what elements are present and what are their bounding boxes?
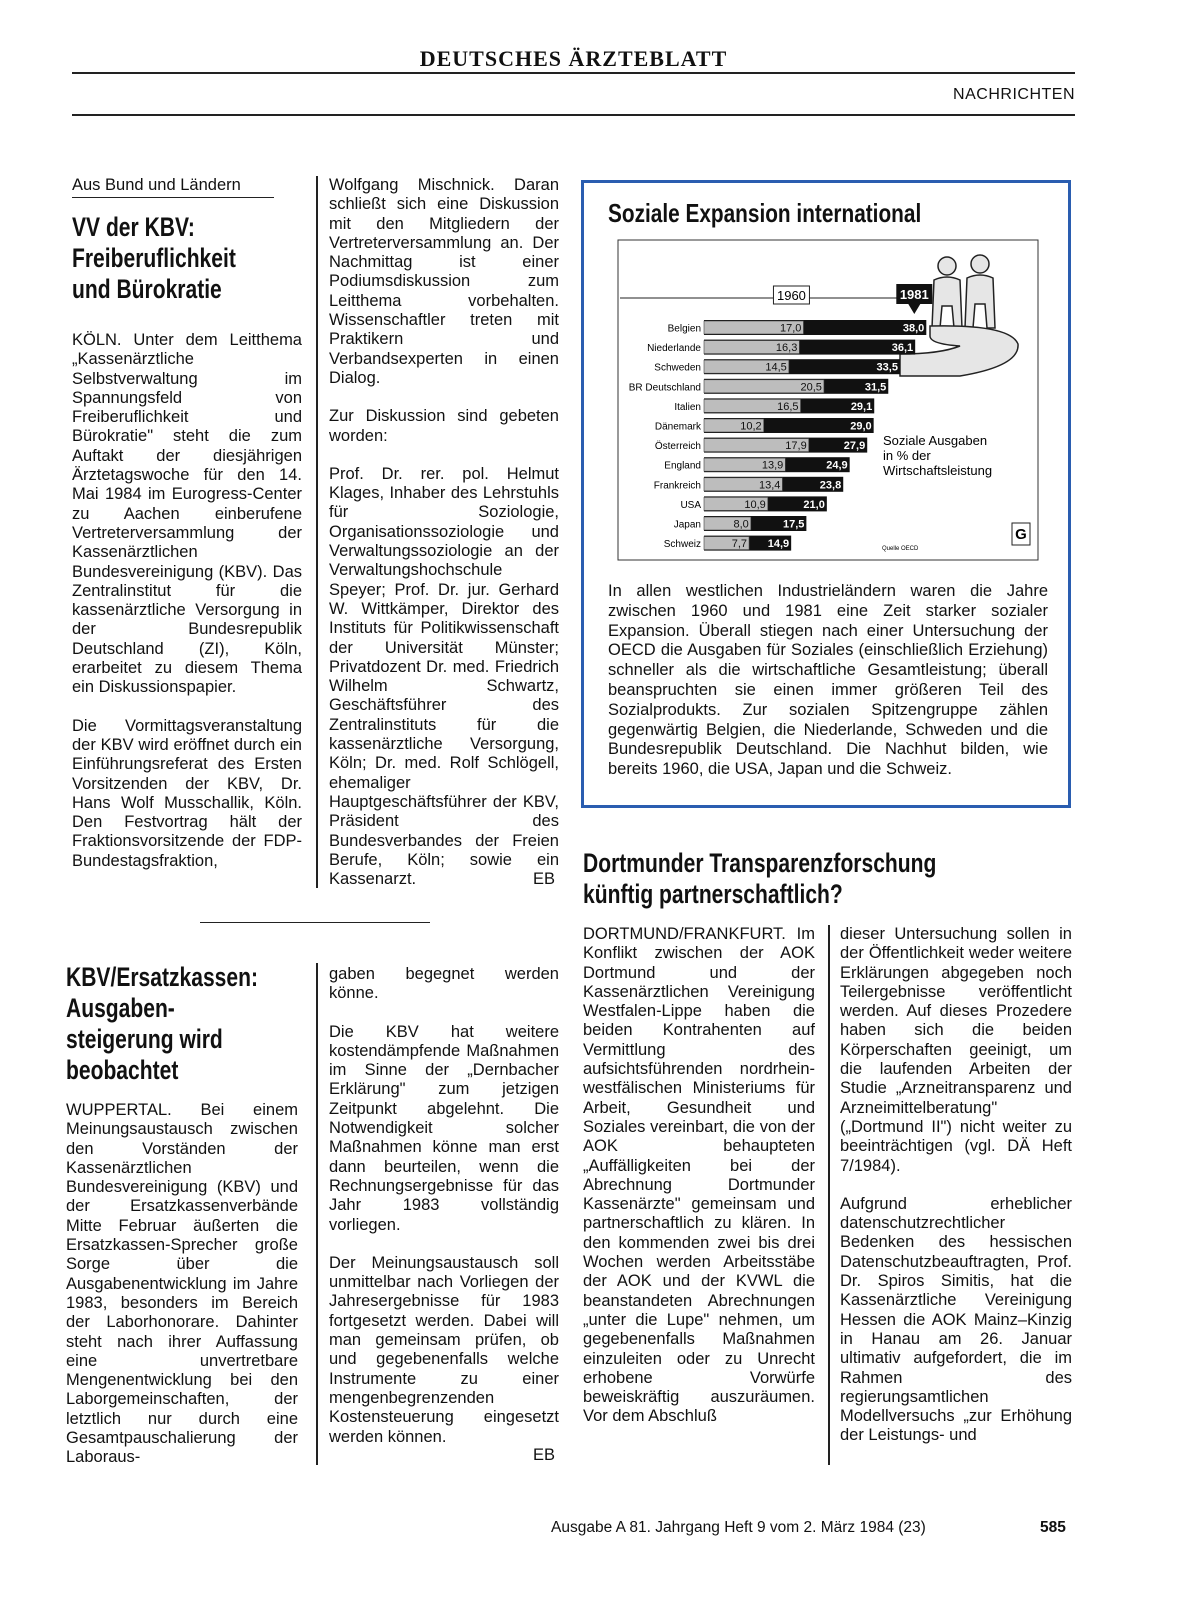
article2-signature: EB: [533, 1446, 556, 1464]
article2-column-2: [329, 965, 559, 1447]
article3-column-2: [840, 925, 1072, 1446]
column-rule: [316, 176, 318, 888]
category-label: Dänemark: [654, 421, 701, 433]
paragraph: KÖLN. Unter dem Leitthema „Kassenärztliche Selbstverwaltung im Spannungsfeld von Freiberuflichkeit und Bürokratie" steht die zum Auftakt der diesjährigen Ärztetagswoche für den 14. Mai 1984 im Eurogress-Center zu Aachen einberufene Vertreterversammlung der Kassenärztlichen Bundesvereinigung (KBV). Das Zentralinstitut für die kassenärztliche Versorgung in der Bundesrepublik Deutschland (ZI), Köln, erarbeitet zu diesem Thema ein Diskussionspapier.: [72, 331, 302, 697]
category-label: Schweiz: [663, 539, 701, 551]
column-rule: [316, 963, 318, 1465]
paragraph: Prof. Dr. rer. pol. Helmut Klages, Inhaber des Lehrstuhls für Soziologie, Organisationssoziologie und Verwaltungssoziologie an der Verwaltungshochschule Speyer; Prof. Dr. jur. Gerhard W. Wittkämper, Direktor des Instituts für Politikwissenschaft der Universität Münster; Privatdozent Dr. med. Friedrich Wilhelm Schwartz, Geschäftsführer des Zentralinstituts für die kassenärztliche Versorgung, Köln; Dr. med. Rolf Schlögell, ehemaliger Hauptgeschäftsführer der KBV, Präsident des Bundesverbandes der Freien Berufe, Köln; sowie ein Kassenarzt.: [329, 464, 559, 889]
article2-headline: [66, 962, 323, 1086]
people-illustration: [900, 255, 1018, 376]
category-label: Frankreich: [653, 480, 701, 492]
chart-caption: In allen westlichen Industrieländern waren die Jahre zwischen 1960 und 1981 eine Zeit starker sozialer Expansion. Überall stiegen nach einer Untersuchung der OECD die Ausgaben für Soziales (einschließlich Erziehung) schneller als die wirtschaftliche Gesamtleistung; überall beanspruchten sie einen immer größeren Teil des Sozialprodukts. Zur sozialen Spitzengruppe zählen gegenwärtig Belgien, die Niederlande, Schweden und die Bundesrepublik Deutschland. Die Nachhut bilden, wie bereits 1960, die USA, Japan und die Schweiz.: [608, 582, 1048, 779]
category-label: Japan: [673, 519, 701, 531]
svg-text:G: G: [1015, 526, 1027, 543]
headline-line: steigerung wird: [66, 1024, 223, 1054]
category-label: Österreich: [654, 441, 701, 453]
headline-line: und Bürokratie: [72, 274, 222, 304]
value-label-1981: 33,5: [876, 361, 898, 374]
article1-column-2: [329, 176, 559, 889]
chart-bars: [629, 320, 927, 551]
article1-headline: [72, 212, 329, 305]
category-label: USA: [680, 499, 701, 511]
rubric-underline: [72, 197, 274, 198]
masthead-rule: [72, 72, 1075, 74]
category-label: Schweden: [654, 362, 701, 374]
value-label-1960: 13,4: [758, 479, 781, 492]
headline-line: künftig partnerschaftlich?: [583, 879, 843, 909]
chart-annotation: [883, 433, 992, 478]
value-label-1981: 27,9: [843, 440, 866, 453]
value-label-1981: 38,0: [902, 322, 925, 335]
section-label: NACHRICHTEN: [953, 86, 1075, 103]
bar-chart: [600, 236, 1046, 566]
headline-line: Ausgaben-: [66, 993, 175, 1023]
paragraph: Der Meinungsaustausch soll unmittelbar nach Vorliegen der Jahresergebnisse für 1983 fortgesetzt werden. Dabei will man gemeinsam prüfen, ob und gegebenenfalls welche Instrumente zu einer mengenbegrenzenden Kostensteuerung eingesetzt werden können.: [329, 1253, 559, 1446]
value-label-1960: 7,7: [731, 538, 748, 551]
value-label-1981: 21,0: [803, 498, 825, 511]
value-label-1960: 20,5: [800, 381, 822, 394]
value-label-1981: 24,9: [826, 459, 848, 472]
chart-title: Soziale Expansion international: [608, 198, 922, 228]
value-label-1960: 16,3: [775, 342, 798, 355]
article3-headline: [583, 848, 1020, 910]
article2-column-1: [66, 1101, 298, 1468]
column-rule: [828, 925, 830, 1465]
value-label-1960: 17,9: [785, 440, 807, 453]
value-label-1960: 17,0: [780, 322, 802, 335]
value-label-1981: 23,8: [819, 479, 842, 492]
paragraph: Die Vormittagsveranstaltung der KBV wird eröffnet durch ein Einführungsreferat des Ersten Vorsitzenden der KBV, Dr. Hans Wolf Musschallik, Köln. Den Festvortrag hält der Fraktionsvorsitzende der FDP-Bundestagsfraktion,: [72, 716, 302, 870]
article1-column-1: [72, 331, 302, 890]
article3-column-1: [583, 925, 815, 1427]
category-label: Italien: [674, 401, 701, 413]
paragraph: gaben begegnet werden könne.: [329, 965, 559, 1003]
paragraph: Aufgrund erheblicher datenschutzrechtlicher Bedenken des hessischen Datenschutzbeauftragten, Prof. Dr. Spiros Simitis, hat die Kassenärztliche Vereinigung Hessen die AOK Mainz–Kinzig in Hanau am 26. Januar ultimativ aufgefordert, die im Rahmen des regierungsamtlichen Modellversuchs „zur Erhöhung der Leistungs- und: [840, 1194, 1072, 1445]
annotation-line: in % der: [883, 448, 931, 463]
headline-line: Freiberuflichkeit: [72, 243, 236, 273]
value-label-1960: 8,0: [733, 518, 749, 531]
paragraph: DORTMUND/FRANKFURT. Im Konflikt zwischen der AOK Dortmund und der Kassenärztlichen Vereinigung Westfalen-Lippe haben die beiden Kontrahenten auf Vermittlung des aufsichtsführenden nordrhein-westfälischen Ministeriums für Arbeit, Gesundheit und Soziales vereinbart, die von der AOK behaupteten „Auffälligkeiten bei der Abrechnung Dortmunder Kassenärzte" gemeinsam und partnerschaftlich zu klären. In den kommenden zwei bis drei Wochen werden Arbeitsstäbe der AOK und der KVWL die beanstandeten Abrechnungen „unter die Lupe" nehmen, um gegebenenfalls Maßnahmen einzuleiten oder zu Unrecht erhobene Vorwürfe beweiskräftig auszuräumen. Vor dem Abschluß: [583, 925, 815, 1426]
value-label-1960: 14,5: [765, 361, 787, 374]
paragraph: dieser Untersuchung sollen in der Öffentlichkeit weder weitere Erklärungen abgegeben noch Teilergebnisse veröffentlicht werden. Auf dieses Prozedere haben sich die beiden Körperschaften geeinigt, um die laufenden Arbeiten der Studie „Arzneitransparenz und Arzneimittelberatung" („Dortmund II") nicht weiter zu beeinträchtigen (vgl. DÄ Heft 7/1984).: [840, 925, 1072, 1175]
category-label: England: [664, 460, 701, 472]
category-label: Niederlande: [647, 343, 701, 355]
paragraph: Zur Diskussion sind gebeten worden:: [329, 407, 559, 445]
value-label-1981: 36,1: [891, 342, 914, 355]
chart-legend: [773, 284, 932, 314]
value-label-1960: 13,9: [761, 459, 784, 472]
value-label-1981: 14,9: [767, 538, 790, 551]
value-label-1960: 10,9: [744, 498, 766, 511]
value-label-1981: 17,5: [782, 518, 805, 531]
headline-line: VV der KBV:: [72, 212, 195, 242]
masthead: DEUTSCHES ÄRZTEBLATT: [419, 46, 728, 71]
value-label-1981: 29,1: [850, 400, 873, 413]
value-label-1981: 29,0: [850, 420, 872, 433]
separator-rule: [200, 922, 430, 923]
paragraph: Wolfgang Mischnick. Daran schließt sich eine Diskussion mit den Mitgliedern der Vertreterversammlung an. Der Nachmittag ist einer Podiumsdiskussion zum Leitthema vorbehalten. Wissenschaftler treten mit Praktikern und Verbandsexperten in einen Dialog.: [329, 176, 559, 387]
chart-source: Quelle OECD: [882, 546, 919, 552]
annotation-line: Wirtschaftsleistung: [883, 463, 993, 478]
category-label: BR Deutschland: [628, 382, 701, 394]
paragraph: Die KBV hat weitere kostendämpfende Maßnahmen im Sinne der „Dernbacher Erklärung" zum jetzigen Zeitpunkt abgelehnt. Die Notwendigkeit solcher Maßnahmen könne man erst dann beurteilen, wenn die Rechnungsergebnisse für das Jahr 1983 vollständig vorliegen.: [329, 1022, 559, 1234]
headline-line: KBV/Ersatzkassen:: [66, 962, 258, 992]
category-label: Belgien: [667, 323, 701, 335]
page-number: 585: [1040, 1519, 1066, 1536]
rubric-text: Aus Bund und Ländern: [72, 176, 241, 194]
article1-signature: EB: [533, 870, 556, 888]
legend-label-1960: 1960: [776, 288, 806, 303]
headline-line: Dortmunder Transparenzforschung: [583, 848, 937, 878]
value-label-1960: 10,2: [740, 420, 762, 433]
value-label-1960: 16,5: [777, 400, 799, 413]
annotation-line: Soziale Ausgaben: [883, 433, 988, 448]
issue-info: Ausgabe A 81. Jahrgang Heft 9 vom 2. März 1984 (23): [551, 1519, 926, 1536]
publisher-logo: [1012, 523, 1030, 545]
rubric: [72, 176, 241, 195]
headline-line: beobachtet: [66, 1055, 179, 1085]
paragraph: WUPPERTAL. Bei einem Meinungsaustausch zwischen den Vorständen der Kassenärztlichen Bundesvereinigung (KBV) und der Ersatzkassenverbände Mitte Februar äußerten die Ersatzkassen-Sprecher große Sorge über die Ausgabenentwicklung im Jahre 1983, besonders im Bereich der Laborhonorare. Dahinter steht nach ihrer Auffassung eine unvertretbare Mengenentwicklung bei den Laborgemeinschaften, der letztlich nur durch eine Gesamtpauschalierung der Laboraus-: [66, 1101, 298, 1467]
legend-label-1981: 1981: [899, 287, 929, 302]
value-label-1981: 31,5: [864, 381, 887, 394]
header-rule: [72, 114, 1075, 116]
